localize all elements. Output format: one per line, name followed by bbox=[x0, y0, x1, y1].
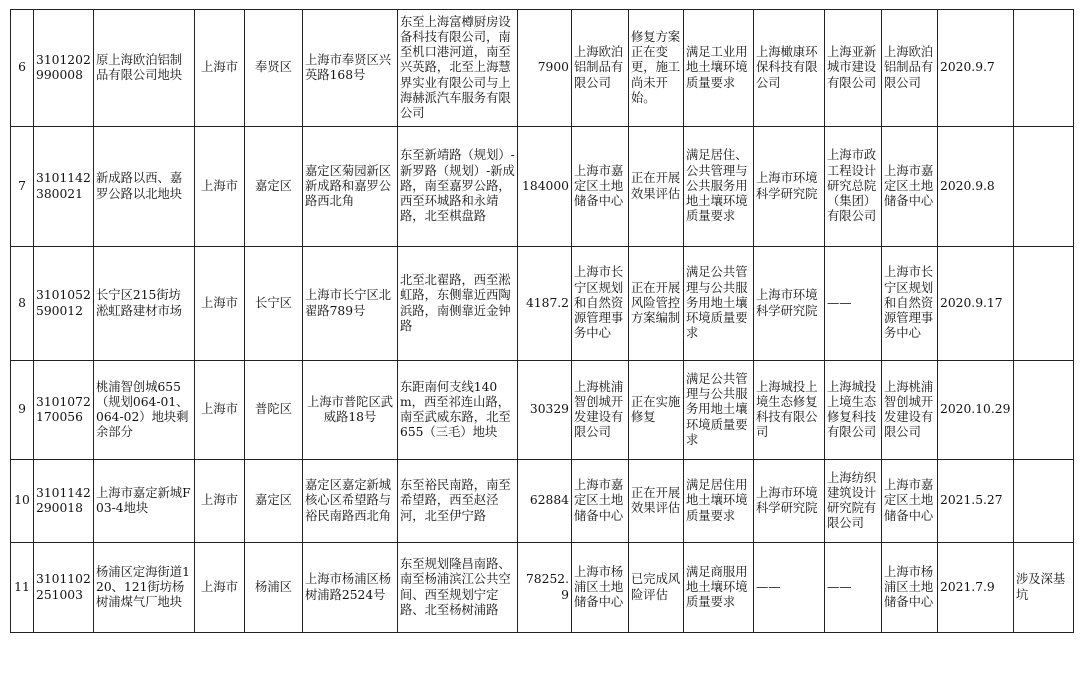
area: 30329 bbox=[518, 361, 572, 460]
district: 长宁区 bbox=[245, 247, 303, 361]
site-code: 3101052590012 bbox=[34, 247, 94, 361]
address: 上海市普陀区武威路18号 bbox=[303, 361, 398, 460]
address: 上海市奉贤区兴英路168号 bbox=[303, 10, 398, 127]
address: 嘉定区嘉定新城核心区希望路与裕民南路西北角 bbox=[303, 460, 398, 543]
city: 上海市 bbox=[195, 460, 245, 543]
district: 杨浦区 bbox=[245, 543, 303, 633]
district: 普陀区 bbox=[245, 361, 303, 460]
table-row bbox=[11, 127, 1074, 247]
designer: 上海市政工程设计研究总院（集团）有限公司 bbox=[825, 127, 882, 247]
owner: 上海桃浦智创城开发建设有限公司 bbox=[572, 361, 629, 460]
site-code: 3101142380021 bbox=[34, 127, 94, 247]
area: 4187.2 bbox=[518, 247, 572, 361]
investigator: 上海市环境科学研究院 bbox=[754, 247, 825, 361]
owner: 上海欧泊铝制品有限公司 bbox=[572, 10, 629, 127]
goal: 满足公共管理与公共服务用地土壤环境质量要求 bbox=[684, 247, 754, 361]
site-name: 上海市嘉定新城F03-4地块 bbox=[94, 460, 195, 543]
area: 184000 bbox=[518, 127, 572, 247]
note bbox=[1014, 127, 1074, 247]
site-name: 杨浦区定海街道120、121街坊杨树浦煤气厂地块 bbox=[94, 543, 195, 633]
date: 2020.10.29 bbox=[938, 361, 1014, 460]
applicant: 上海欧泊铝制品有限公司 bbox=[882, 10, 938, 127]
city: 上海市 bbox=[195, 247, 245, 361]
progress: 正在实施修复 bbox=[629, 361, 684, 460]
row-number: 11 bbox=[11, 543, 34, 633]
site-name: 桃浦智创城655（规划064-01、064-02）地块剩余部分 bbox=[94, 361, 195, 460]
table-row bbox=[11, 460, 1074, 543]
goal: 满足商服用地土壤环境质量要求 bbox=[684, 543, 754, 633]
city: 上海市 bbox=[195, 127, 245, 247]
row-number: 9 bbox=[11, 361, 34, 460]
area: 62884 bbox=[518, 460, 572, 543]
note bbox=[1014, 361, 1074, 460]
date: 2020.9.8 bbox=[938, 127, 1014, 247]
note: 涉及深基坑 bbox=[1014, 543, 1074, 633]
boundary: 东至裕民南路，南至希望路，西至赵泾河，北至伊宁路 bbox=[398, 460, 518, 543]
address: 上海市长宁区北翟路789号 bbox=[303, 247, 398, 361]
investigator: 上海市环境科学研究院 bbox=[754, 460, 825, 543]
applicant: 上海市嘉定区土地储备中心 bbox=[882, 460, 938, 543]
boundary: 北至北翟路，西至淞虹路，东侧靠近西陶浜路，南侧靠近金钟路 bbox=[398, 247, 518, 361]
investigator: 上海市环境科学研究院 bbox=[754, 127, 825, 247]
site-name: 原上海欧泊铝制品有限公司地块 bbox=[94, 10, 195, 127]
city: 上海市 bbox=[195, 10, 245, 127]
designer: 上海纺织建筑设计研究院有限公司 bbox=[825, 460, 882, 543]
applicant: 上海市杨浦区土地储备中心 bbox=[882, 543, 938, 633]
designer: 上海城投上境生态修复科技有限公司 bbox=[825, 361, 882, 460]
progress: 正在开展效果评估 bbox=[629, 460, 684, 543]
site-code: 3101142290018 bbox=[34, 460, 94, 543]
table-row bbox=[11, 361, 1074, 460]
designer: 上海亚新城市建设有限公司 bbox=[825, 10, 882, 127]
note bbox=[1014, 10, 1074, 127]
goal: 满足居住用地土壤环境质量要求 bbox=[684, 460, 754, 543]
site-table bbox=[10, 9, 1074, 633]
row-number: 10 bbox=[11, 460, 34, 543]
applicant: 上海市嘉定区土地储备中心 bbox=[882, 127, 938, 247]
progress: 正在开展效果评估 bbox=[629, 127, 684, 247]
date: 2021.5.27 bbox=[938, 460, 1014, 543]
site-code: 3101072170056 bbox=[34, 361, 94, 460]
address: 上海市杨浦区杨树浦路2524号 bbox=[303, 543, 398, 633]
date: 2020.9.7 bbox=[938, 10, 1014, 127]
owner: 上海市杨浦区土地储备中心 bbox=[572, 543, 629, 633]
boundary: 东至上海富樽厨房设备科技有限公司，南至机口港河道，南至兴英路，北至上海慧界实业有限公司与上海赫派汽车服务有限公司 bbox=[398, 10, 518, 127]
city: 上海市 bbox=[195, 543, 245, 633]
area: 78252.9 bbox=[518, 543, 572, 633]
progress: 正在开展风险管控方案编制 bbox=[629, 247, 684, 361]
applicant: 上海桃浦智创城开发建设有限公司 bbox=[882, 361, 938, 460]
table-row bbox=[11, 247, 1074, 361]
address: 嘉定区菊园新区新成路和嘉罗公路西北角 bbox=[303, 127, 398, 247]
area: 7900 bbox=[518, 10, 572, 127]
goal: 满足公共管理与公共服务用地土壤环境质量要求 bbox=[684, 361, 754, 460]
note bbox=[1014, 460, 1074, 543]
boundary: 东距南何支线140m，西至祁连山路，南至武威东路，北至655（三毛）地块 bbox=[398, 361, 518, 460]
designer: —— bbox=[825, 543, 882, 633]
boundary: 东至规划隆昌南路、南至杨浦滨江公共空间、西至规划宁定路、北至杨树浦路 bbox=[398, 543, 518, 633]
applicant: 上海市长宁区规划和自然资源管理事务中心 bbox=[882, 247, 938, 361]
table-row bbox=[11, 543, 1074, 633]
row-number: 6 bbox=[11, 10, 34, 127]
district: 嘉定区 bbox=[245, 460, 303, 543]
progress: 已完成风险评估 bbox=[629, 543, 684, 633]
date: 2021.7.9 bbox=[938, 543, 1014, 633]
site-code: 3101102251003 bbox=[34, 543, 94, 633]
table-row bbox=[11, 10, 1074, 127]
owner: 上海市嘉定区土地储备中心 bbox=[572, 460, 629, 543]
date: 2020.9.17 bbox=[938, 247, 1014, 361]
district: 嘉定区 bbox=[245, 127, 303, 247]
note bbox=[1014, 247, 1074, 361]
owner: 上海市嘉定区土地储备中心 bbox=[572, 127, 629, 247]
site-name: 新成路以西、嘉罗公路以北地块 bbox=[94, 127, 195, 247]
investigator: —— bbox=[754, 543, 825, 633]
site-name: 长宁区215街坊淞虹路建材市场 bbox=[94, 247, 195, 361]
district: 奉贤区 bbox=[245, 10, 303, 127]
row-number: 8 bbox=[11, 247, 34, 361]
investigator: 上海橄康环保科技有限公司 bbox=[754, 10, 825, 127]
city: 上海市 bbox=[195, 361, 245, 460]
investigator: 上海城投上境生态修复科技有限公司 bbox=[754, 361, 825, 460]
owner: 上海市长宁区规划和自然资源管理事务中心 bbox=[572, 247, 629, 361]
progress: 修复方案正在变更，施工尚未开始。 bbox=[629, 10, 684, 127]
site-code: 3101202990008 bbox=[34, 10, 94, 127]
goal: 满足居住、公共管理与公共服务用地土壤环境质量要求 bbox=[684, 127, 754, 247]
designer: —— bbox=[825, 247, 882, 361]
row-number: 7 bbox=[11, 127, 34, 247]
goal: 满足工业用地土壤环境质量要求 bbox=[684, 10, 754, 127]
boundary: 东至新靖路（规划）-新罗路（规划）-新成路，南至嘉罗公路，西至环城路和永靖路，北至棋盘路 bbox=[398, 127, 518, 247]
